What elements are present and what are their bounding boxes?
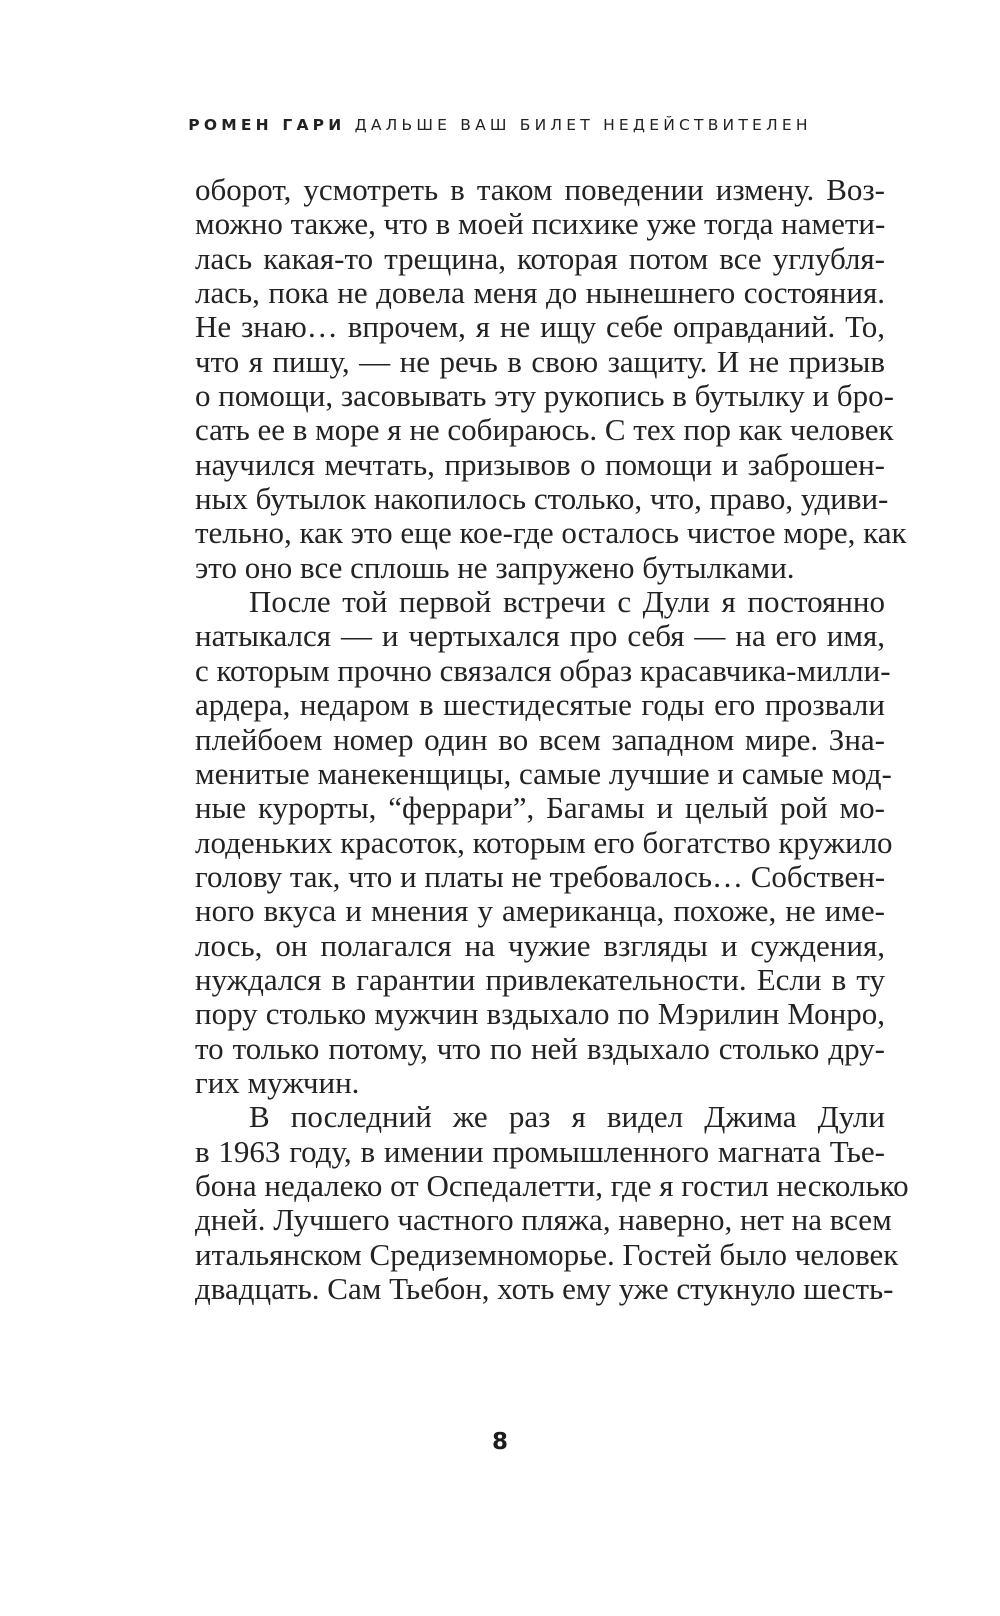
paragraph bbox=[195, 1099, 909, 1306]
text-line: натыкался — и чертыхался про себя — на его имя, bbox=[195, 618, 885, 654]
text-line: в 1963 году, в имении промышленного магната Тье- bbox=[195, 1133, 885, 1169]
text-line: ные курорты, “феррари”, Багамы и целый рой мо- bbox=[195, 790, 885, 826]
text-line: итальянском Средиземноморье. Гостей было человек bbox=[195, 1236, 899, 1272]
text-line: бона недалеко от Оспедалетти, где я гостил несколько bbox=[195, 1167, 909, 1203]
text-line: о помощи, засовывать эту рукопись в бутылку и бро- bbox=[195, 378, 894, 414]
text-line: ных бутылок накопилось столько, что, право, удиви- bbox=[195, 481, 889, 517]
text-line: можно также, что в моей психике уже тогда намети- bbox=[195, 206, 886, 242]
text-line: лоденьких красоток, которым его богатство кружило bbox=[195, 824, 893, 860]
paragraph bbox=[195, 584, 893, 1100]
text-line: ного вкуса и мнения у американца, похоже, не име- bbox=[195, 893, 885, 929]
text-line: Не знаю… впрочем, я не ищу себе оправданий. То, bbox=[195, 309, 885, 345]
text-line: научился мечтать, призывов о помощи и заброшен- bbox=[195, 446, 885, 482]
text-line: то только потому, что по ней вздыхало столько дру- bbox=[195, 1030, 885, 1066]
text-line: гих мужчин. bbox=[195, 1064, 360, 1100]
text-line: В последний же раз я видел Джима Дули bbox=[249, 1099, 885, 1135]
text-line: двадцать. Сам Тьебон, хоть ему уже стукнуло шесть- bbox=[195, 1271, 894, 1306]
text-line: тельно, как это еще кое-где осталось чистое море, как bbox=[195, 515, 907, 551]
text-line: оборот, усмотреть в таком поведении измену. Воз- bbox=[195, 172, 885, 207]
text-line: лась какая-то трещина, которая потом все углубля- bbox=[195, 240, 885, 276]
text-line: сать ее в море я не собираюсь. С тех пор как человек bbox=[195, 412, 894, 448]
text-line: менитые манекенщицы, самые лучшие и самые мод- bbox=[195, 755, 892, 791]
running-head-title: ДАЛЬШЕ ВАШ БИЛЕТ НЕДЕЙСТВИТЕЛЕН bbox=[354, 116, 812, 134]
text-line: что я пишу, — не речь в свою защиту. И не призыв bbox=[195, 343, 885, 379]
paragraph bbox=[195, 172, 907, 585]
text-line: пору столько мужчин вздыхало по Мэрилин Монро, bbox=[195, 996, 885, 1032]
text-line: плейбоем номер один во всем западном мире. Зна- bbox=[195, 721, 885, 757]
text-line: дней. Лучшего частного пляжа, наверно, нет на всем bbox=[195, 1202, 892, 1238]
page-number: 8 bbox=[491, 1429, 508, 1455]
text-line: это оно все сплошь не запружено бутылками. bbox=[195, 549, 795, 585]
text-line: ардера, недаром в шестидесятые годы его прозвали bbox=[195, 687, 885, 723]
text-line: с которым прочно связался образ красавчика-милли- bbox=[195, 652, 891, 688]
running-head-author: РОМЕН ГАРИ bbox=[188, 116, 346, 134]
text-line: лось, он полагался на чужие взгляды и суждения, bbox=[195, 927, 885, 963]
body-text bbox=[195, 172, 909, 1306]
text-line: голову так, что и платы не требовалось… Собствен- bbox=[195, 858, 886, 894]
text-line: лась, пока не довела меня до нынешнего состояния. bbox=[195, 275, 885, 311]
text-line: нуждался в гарантии привлекательности. Если в ту bbox=[195, 961, 885, 997]
text-line: После той первой встречи с Дули я постоянно bbox=[249, 584, 885, 620]
running-head bbox=[0, 116, 1000, 134]
